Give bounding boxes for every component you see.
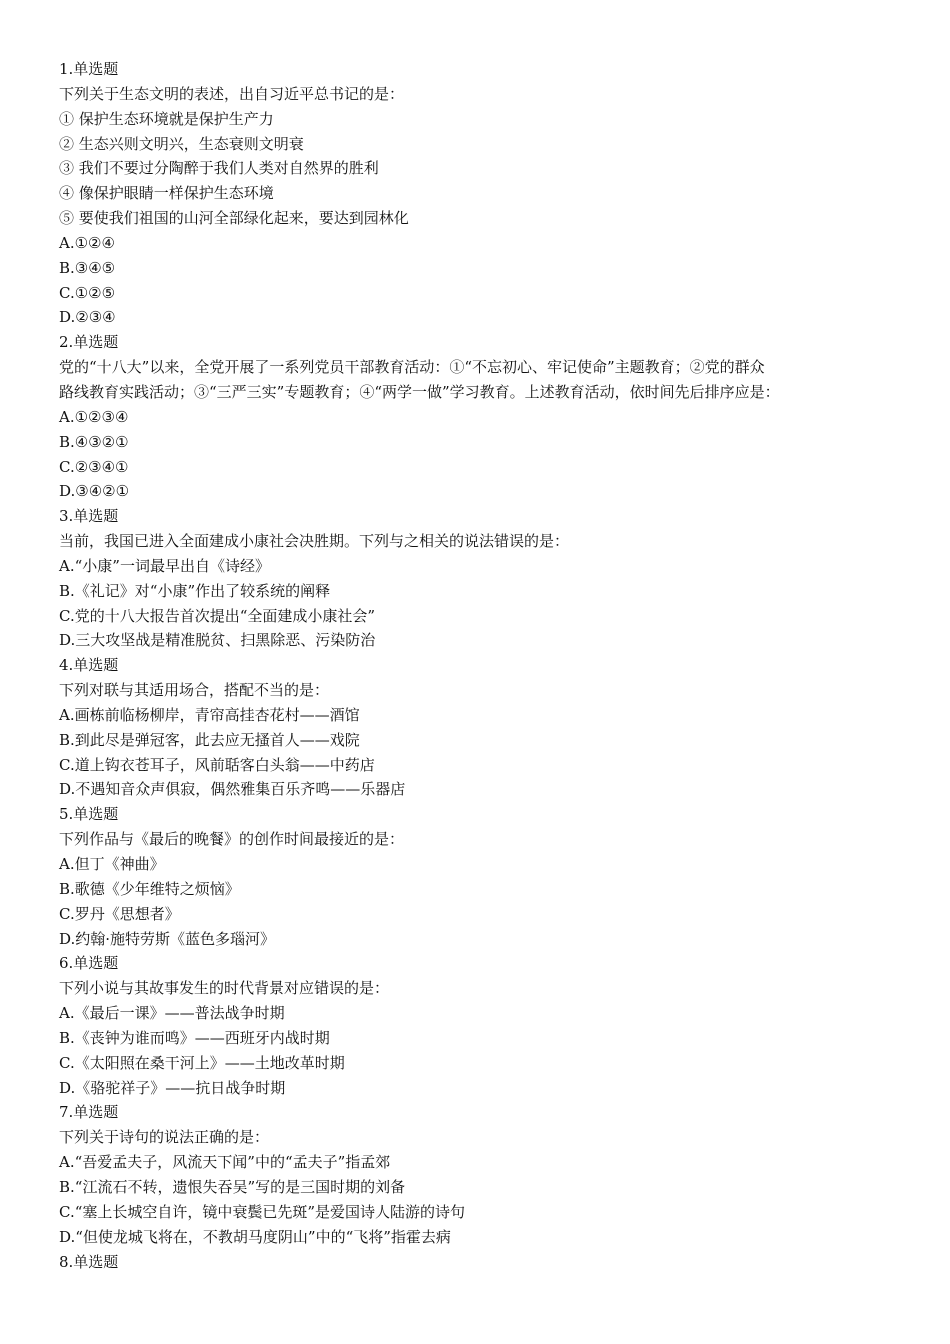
answer-option: D.②③④ <box>59 308 116 327</box>
answer-option: A.“吾爱孟夫子，风流天下闻”中的“孟夫子”指孟郊 <box>59 1153 391 1172</box>
question-stem: 下列小说与其故事发生的时代背景对应错误的是： <box>59 979 390 998</box>
question-stem: 下列作品与《最后的晚餐》的创作时间最接近的是： <box>59 830 405 849</box>
answer-option: D.三大攻坚战是精准脱贫、扫黑除恶、污染防治 <box>59 631 376 650</box>
question-header: 1.单选题 <box>59 60 119 78</box>
question-header: 7.单选题 <box>59 1103 119 1122</box>
answer-option: C.道上钩衣苍耳子，风前聒客白头翁——中药店 <box>59 755 375 774</box>
question-8 <box>59 1250 939 1275</box>
answer-option: B.《礼记》对“小康”作出了较系统的阐释 <box>59 581 331 600</box>
answer-option: A.《最后一课》——普法战争时期 <box>59 1004 285 1023</box>
answer-option: A.但丁《神曲》 <box>59 855 165 873</box>
question-stem: 下列关于诗句的说法正确的是： <box>59 1128 270 1147</box>
answer-option: D.《骆驼祥子》——抗日战争时期 <box>59 1078 286 1097</box>
statement-item: ⑤ 要使我们祖国的山河全部绿化起来，要达到园林化 <box>59 209 409 228</box>
answer-option: B.③④⑤ <box>59 258 116 277</box>
question-4 <box>59 653 939 802</box>
answer-option: A.画栋前临杨柳岸，青帘高挂杏花村——酒馆 <box>59 705 360 724</box>
question-header: 4.单选题 <box>59 656 119 675</box>
question-6 <box>59 951 939 1100</box>
question-1 <box>59 57 939 330</box>
question-7 <box>59 1100 939 1249</box>
answer-option: C.罗丹《思想者》 <box>59 904 180 923</box>
question-2 <box>59 330 939 504</box>
answer-option: A.①②③④ <box>59 407 129 426</box>
answer-option: B.歌德《少年维特之烦恼》 <box>59 879 240 898</box>
question-header: 3.单选题 <box>59 507 119 526</box>
answer-option: D.“但使龙城飞将在，不教胡马度阴山”中的“飞将”指霍去病 <box>59 1227 451 1246</box>
question-3 <box>59 504 939 653</box>
answer-option: D.约翰·施特劳斯《蓝色多瑙河》 <box>59 929 276 948</box>
question-5 <box>59 802 939 951</box>
question-stem: 下列关于生态文明的表述，出自习近平总书记的是： <box>59 84 405 103</box>
question-header: 2.单选题 <box>59 333 119 352</box>
answer-option: A.“小康”一词最早出自《诗经》 <box>59 556 270 575</box>
answer-option: D.③④②① <box>59 482 130 501</box>
answer-option: B.到此尽是弹冠客，此去应无搔首人——戏院 <box>59 730 360 749</box>
question-header: 6.单选题 <box>59 954 119 973</box>
question-header: 5.单选题 <box>59 805 119 824</box>
question-header: 8.单选题 <box>59 1252 119 1271</box>
answer-option: C.“塞上长城空自许，镜中衰鬓已先斑”是爱国诗人陆游的诗句 <box>59 1202 466 1221</box>
answer-option: C.党的十八大报告首次提出“全面建成小康社会” <box>59 606 376 625</box>
exam-document <box>59 57 939 1274</box>
answer-option: B.《丧钟为谁而鸣》——西班牙内战时期 <box>59 1028 330 1047</box>
answer-option: B.④③②① <box>59 432 129 451</box>
answer-option: D.不遇知音众声俱寂，偶然雅集百乐齐鸣——乐器店 <box>59 780 406 799</box>
statement-item: ② 生态兴则文明兴，生态衰则文明衰 <box>59 134 304 153</box>
question-stem: 当前，我国已进入全面建成小康社会决胜期。下列与之相关的说法错误的是： <box>59 532 570 551</box>
question-stem: 下列对联与其适用场合，搭配不当的是： <box>59 681 330 700</box>
answer-option: A.①②④ <box>59 233 115 252</box>
answer-option: C.《太阳照在桑干河上》——土地改革时期 <box>59 1053 345 1072</box>
question-stem: 党的“十八大”以来，全党开展了一系列党员干部教育活动：①“不忘初心、牢记使命”主题教育；②党的群众 <box>59 358 765 377</box>
statement-item: ① 保护生态环境就是保护生产力 <box>59 109 274 128</box>
statement-item: ③ 我们不要过分陶醉于我们人类对自然界的胜利 <box>59 159 379 178</box>
statement-item: ④ 像保护眼睛一样保护生态环境 <box>59 184 274 203</box>
question-stem: 路线教育实践活动；③“三严三实”专题教育；④“两学一做”学习教育。上述教育活动，依时间先后排序应是： <box>59 382 780 401</box>
answer-option: C.①②⑤ <box>59 283 116 302</box>
answer-option: C.②③④① <box>59 457 129 476</box>
answer-option: B.“江流石不转，遗恨失吞吴”写的是三国时期的刘备 <box>59 1177 406 1196</box>
